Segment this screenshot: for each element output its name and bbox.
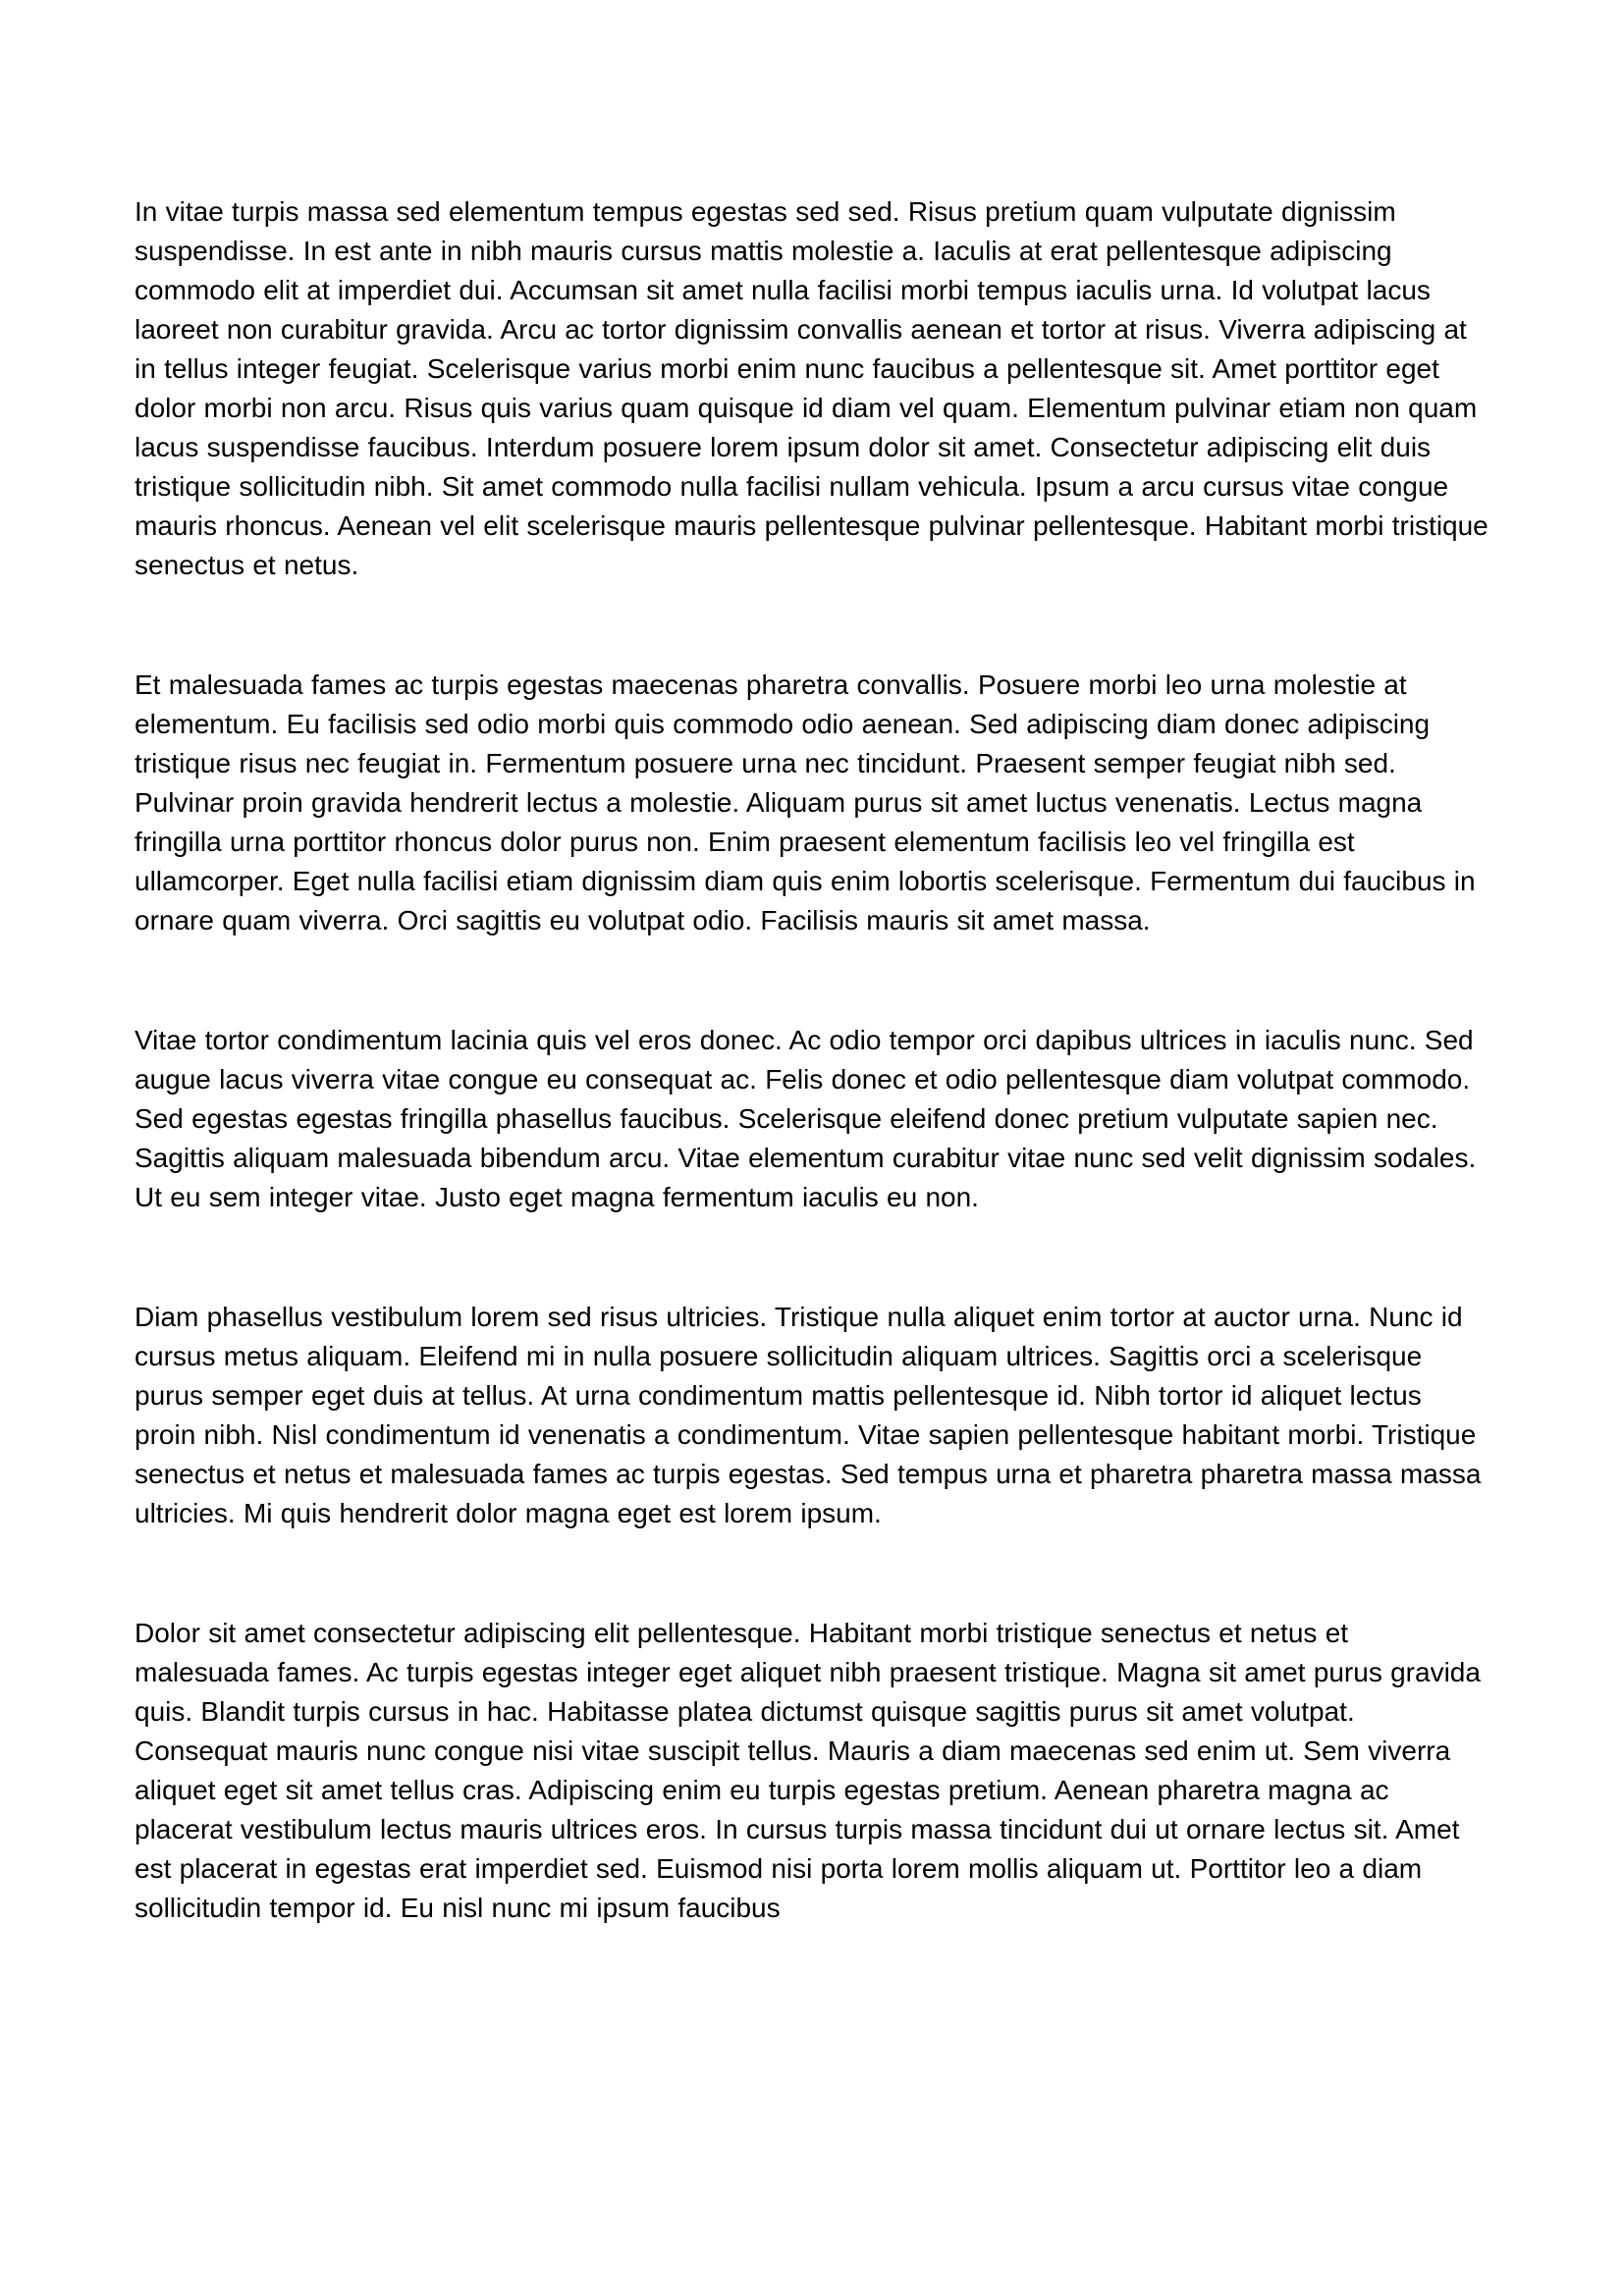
paragraph-3: Vitae tortor condimentum lacinia quis vel eros donec. Ac odio tempor orci dapibus ultrices in iaculis nunc. Sed augue lacus viverra vitae congue eu consequat ac. Felis donec et odio pellentesque diam volutpat commodo. Sed egestas egestas fringilla phasellus faucibus. Scelerisque eleifend donec pretium vulputate sapien nec. Sagittis aliquam malesuada bibendum arcu. Vitae elementum curabitur vitae nunc sed velit dignissim sodales. Ut eu sem integer vitae. Justo eget magna fermentum iaculis eu non. [135,1025,1477,1212]
paragraph-4: Diam phasellus vestibulum lorem sed risus ultricies. Tristique nulla aliquet enim tortor at auctor urna. Nunc id cursus metus aliquam. Eleifend mi in nulla posuere sollicitudin aliquam ultrices. Sagittis orci a scelerisque purus semper eget duis at tellus. At urna condimentum mattis pellentesque id. Nibh tortor id aliquet lectus proin nibh. Nisl condimentum id venenatis a condimentum. Vitae sapien pellentesque habitant morbi. Tristique senectus et netus et malesuada fames ac turpis egestas. Sed tempus urna et pharetra pharetra massa massa ultricies. Mi quis hendrerit dolor magna eget est lorem ipsum. [135,1302,1482,1528]
paragraph-5: Dolor sit amet consectetur adipiscing elit pellentesque. Habitant morbi tristique senectus et netus et malesuada fames. Ac turpis egestas integer eget aliquet nibh praesent tristique. Magna sit amet purus gravida quis. Blandit turpis cursus in hac. Habitasse platea dictumst quisque sagittis purus sit amet volutpat. Consequat mauris nunc congue nisi vitae suscipit tellus. Mauris a diam maecenas sed enim ut. Sem viverra aliquet eget sit amet tellus cras. Adipiscing enim eu turpis egestas pretium. Aenean pharetra magna ac placerat vestibulum lectus mauris ultrices eros. In cursus turpis massa tincidunt dui ut ornare lectus sit. Amet est placerat in egestas erat imperdiet sed. Euismod nisi porta lorem mollis aliquam ut. Porttitor leo a diam sollicitudin tempor id. Eu nisl nunc mi ipsum faucibus [135,1618,1481,1923]
paragraph-2: Et malesuada fames ac turpis egestas maecenas pharetra convallis. Posuere morbi leo urna molestie at elementum. Eu facilisis sed odio morbi quis commodo odio aenean. Sed adipiscing diam donec adipiscing tristique risus nec feugiat in. Fermentum posuere urna nec tincidunt. Praesent semper feugiat nibh sed. Pulvinar proin gravida hendrerit lectus a molestie. Aliquam purus sit amet luctus venenatis. Lectus magna fringilla urna porttitor rhoncus dolor purus non. Enim praesent elementum facilisis leo vel fringilla est ullamcorper. Eget nulla facilisi etiam dignissim diam quis enim lobortis scelerisque. Fermentum dui faucibus in ornare quam viverra. Orci sagittis eu volutpat odio. Facilisis mauris sit amet massa. [135,669,1476,935]
paragraph-1: In vitae turpis massa sed elementum tempus egestas sed sed. Risus pretium quam vulputate dignissim suspendisse. In est ante in nibh mauris cursus mattis molestie a. Iaculis at erat pellentesque adipiscing commodo elit at imperdiet dui. Accumsan sit amet nulla facilisi morbi tempus iaculis urna. Id volutpat lacus laoreet non curabitur gravida. Arcu ac tortor dignissim convallis aenean et tortor at risus. Viverra adipiscing at in tellus integer feugiat. Scelerisque varius morbi enim nunc faucibus a pellentesque sit. Amet porttitor eget dolor morbi non arcu. Risus quis varius quam quisque id diam vel quam. Elementum pulvinar etiam non quam lacus suspendisse faucibus. Interdum posuere lorem ipsum dolor sit amet. Consectetur adipiscing elit duis tristique sollicitudin nibh. Sit amet commodo nulla facilisi nullam vehicula. Ipsum a arcu cursus vitae congue mauris rhoncus. Aenean vel elit scelerisque mauris pellentesque pulvinar pellentesque. Habitant morbi tristique senectus et netus. [135,196,1489,580]
